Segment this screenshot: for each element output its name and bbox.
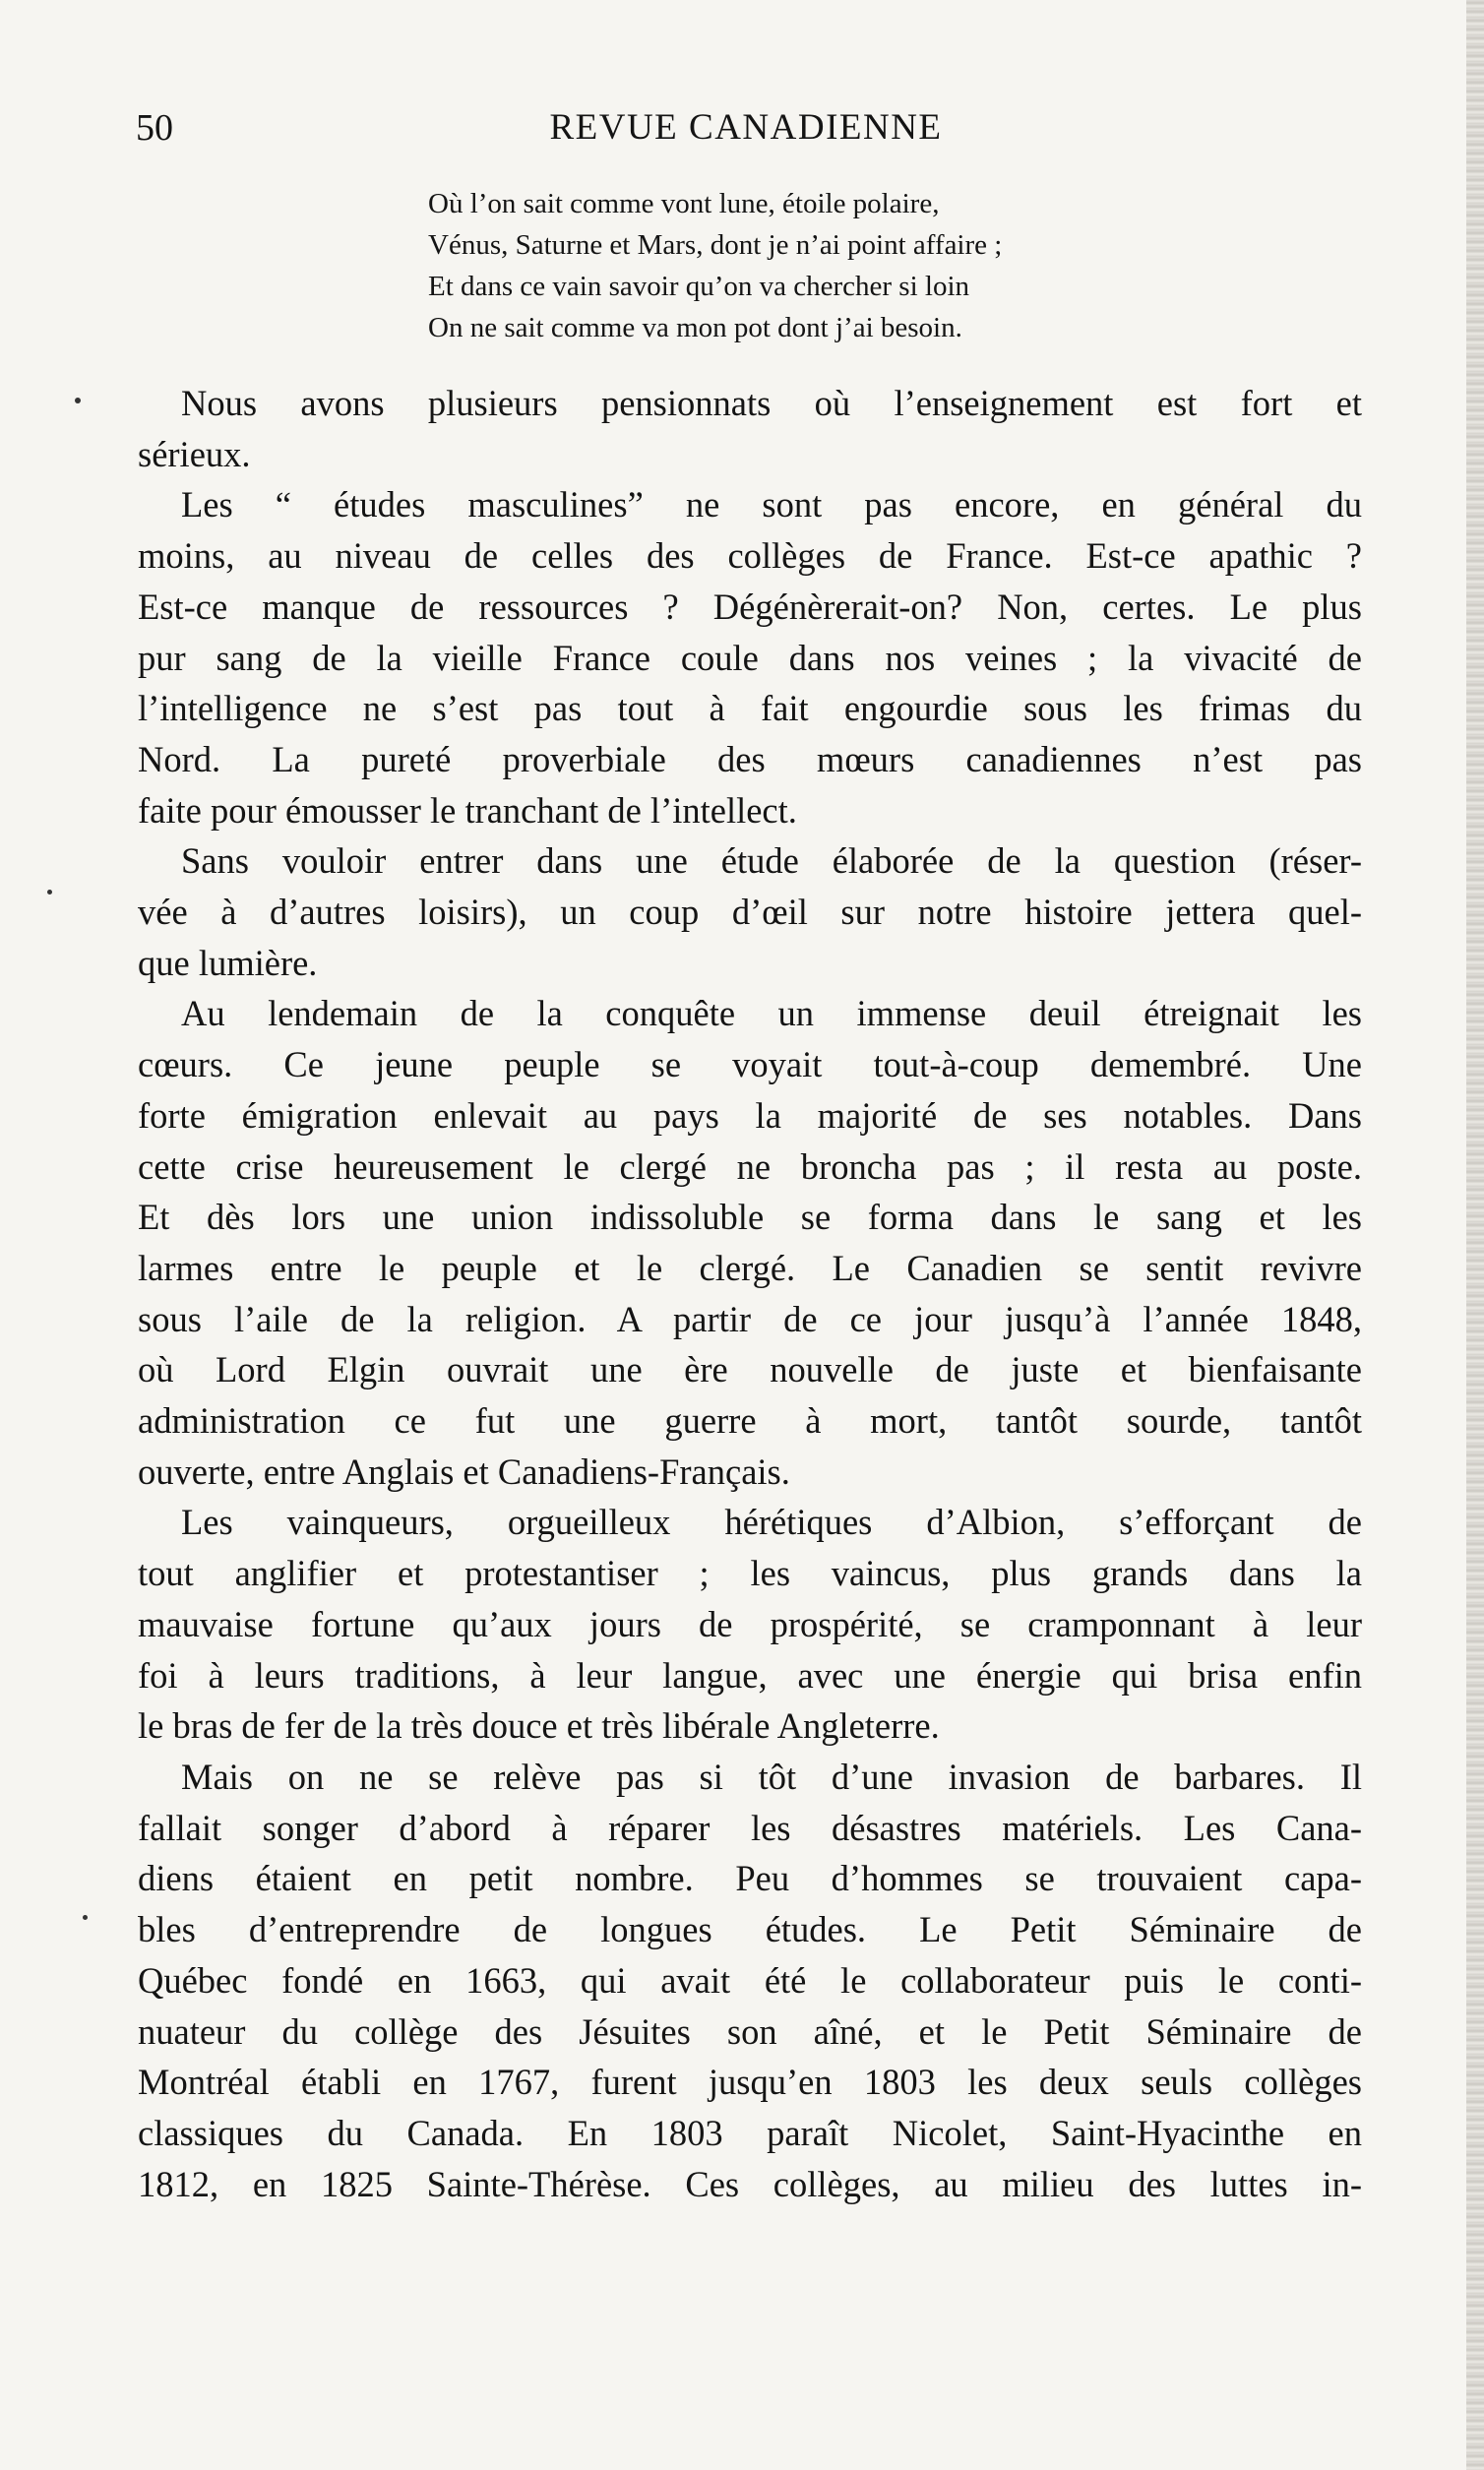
text-line: sous l’aile de la religion. A partir de ce jour jusqu’à l’année 1848, [138, 1298, 1362, 1339]
text-line: l’intelligence ne s’est pas tout à fait engourdie sous les frimas du [138, 688, 1362, 729]
scan-speck [83, 1915, 88, 1920]
body-text [138, 378, 1362, 2209]
text-line: fallait songer d’abord à réparer les désastres matériels. Les Cana- [138, 1807, 1362, 1848]
verse-line: Vénus, Saturne et Mars, dont je n’ai point affaire ; [428, 229, 1003, 261]
text-line: Et dès lors une union indissoluble se forma dans le sang et les [138, 1197, 1362, 1238]
text-line: moins, au niveau de celles des collèges de France. Est-ce apathic ? [138, 535, 1362, 577]
journal-title: REVUE CANADIENNE [549, 107, 943, 148]
text-line: mauvaise fortune qu’aux jours de prospérité, se cramponnant à leur [138, 1603, 1362, 1644]
text-line: sérieux. [138, 433, 251, 474]
text-line: diens étaient en petit nombre. Peu d’hommes se trouvaient capa- [138, 1858, 1362, 1899]
paragraph-3 [138, 835, 1362, 988]
text-line: Québec fondé en 1663, qui avait été le collaborateur puis le conti- [138, 1959, 1362, 2001]
text-line: 1812, en 1825 Sainte-Thérèse. Ces collèges, au milieu des luttes in- [138, 2163, 1362, 2204]
paragraph-1 [138, 378, 1362, 479]
text-line: Nord. La pureté proverbiale des mœurs canadiennes n’est pas [138, 738, 1362, 779]
verse-line: Et dans ce vain savoir qu’on va chercher si loin [428, 271, 970, 302]
text-line: cette crise heureusement le clergé ne broncha pas ; il resta au poste. [138, 1145, 1362, 1187]
text-line: Sans vouloir entrer dans une étude élaborée de la question (réser- [181, 840, 1362, 882]
text-line: administration ce fut une guerre à mort, tantôt sourde, tantôt [138, 1400, 1362, 1442]
scan-speck [47, 890, 52, 895]
text-line: Mais on ne se relève pas si tôt d’une invasion de barbares. Il [181, 1756, 1362, 1797]
text-line: que lumière. [138, 942, 318, 983]
text-line: Au lendemain de la conquête un immense deuil étreignait les [181, 993, 1362, 1034]
text-line: foi à leurs traditions, à leur langue, avec une énergie qui brisa enfin [138, 1654, 1362, 1696]
verse-line: Où l’on sait comme vont lune, étoile polaire, [428, 188, 940, 219]
text-line: Montréal établi en 1767, furent jusqu’en 1803 les deux seuls collèges [138, 2062, 1362, 2103]
text-line: ouverte, entre Anglais et Canadiens-Français. [138, 1451, 790, 1492]
paragraph-6 [138, 1752, 1362, 2209]
text-line: forte émigration enlevait au pays la majorité de ses notables. Dans [138, 1094, 1362, 1136]
text-line: où Lord Elgin ouvrait une ère nouvelle de juste et bienfaisante [138, 1349, 1362, 1390]
paragraph-4 [138, 988, 1362, 1497]
scan-speck [75, 398, 81, 403]
verse-line: On ne sait comme va mon pot dont j’ai besoin. [428, 312, 962, 343]
text-line: vée à d’autres loisirs), un coup d’œil sur notre histoire jettera quel- [138, 892, 1362, 933]
text-line: Est-ce manque de ressources ? Dégénèrerait-on? Non, certes. Le plus [138, 586, 1362, 627]
text-line: larmes entre le peuple et le clergé. Le Canadien se sentit revivre [138, 1247, 1362, 1288]
paragraph-2 [138, 479, 1362, 835]
text-line: cœurs. Ce jeune peuple se voyait tout-à-coup demembré. Une [138, 1044, 1362, 1085]
text-line: faite pour émousser le tranchant de l’intellect. [138, 789, 797, 831]
paragraph-5 [138, 1497, 1362, 1752]
running-head [136, 98, 1356, 157]
verse-quotation [428, 183, 1215, 348]
text-line: classiques du Canada. En 1803 paraît Nicolet, Saint-Hyacinthe en [138, 2112, 1362, 2153]
text-line: pur sang de la vieille France coule dans nos veines ; la vivacité de [138, 637, 1362, 678]
text-line: le bras de fer de la très douce et très libérale Angleterre. [138, 1705, 940, 1747]
page-edge-scan-shadow [1466, 0, 1484, 2470]
text-line: Les “ études masculines” ne sont pas encore, en général du [181, 484, 1362, 525]
text-line: nuateur du collège des Jésuites son aîné, et le Petit Séminaire de [138, 2010, 1362, 2052]
text-line: Les vainqueurs, orgueilleux hérétiques d’Albion, s’efforçant de [181, 1502, 1362, 1543]
text-line: tout anglifier et protestantiser ; les vaincus, plus grands dans la [138, 1553, 1362, 1594]
page-number: 50 [136, 107, 173, 149]
text-line: Nous avons plusieurs pensionnats où l’enseignement est fort et [181, 383, 1362, 423]
text-line: bles d’entreprendre de longues études. Le Petit Séminaire de [138, 1909, 1362, 1950]
